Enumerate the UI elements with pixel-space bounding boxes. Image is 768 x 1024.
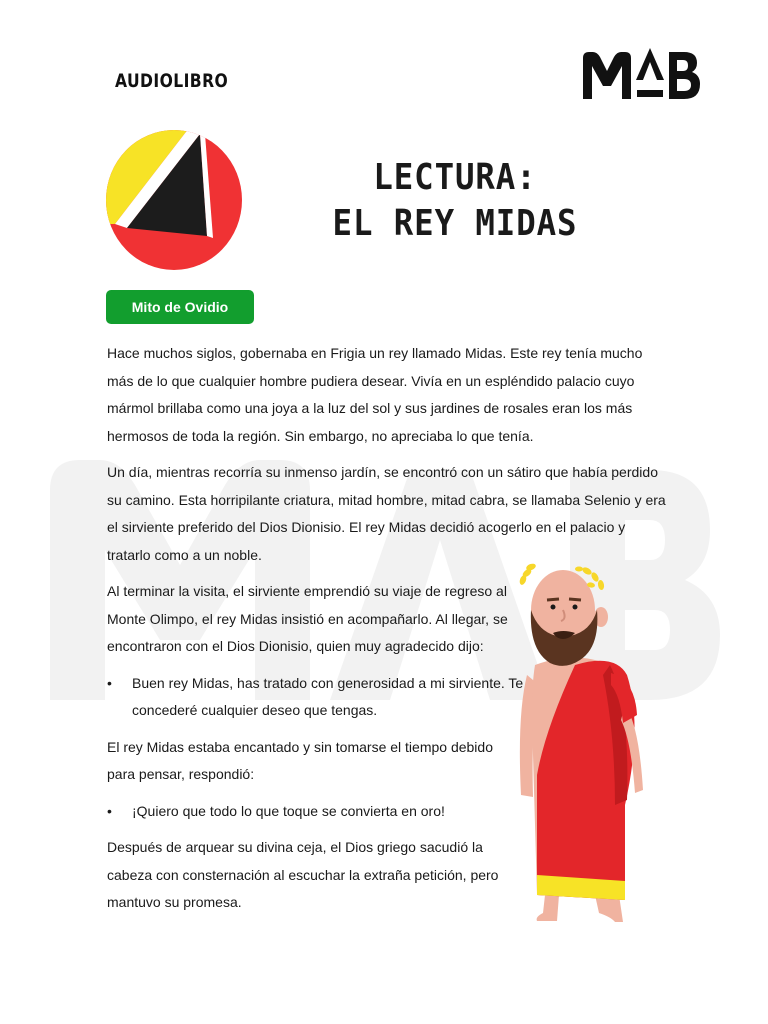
title-line-2: EL REY MIDAS	[332, 203, 578, 244]
paragraph-3: Al terminar la visita, el sirviente emprendió su viaje de regreso al Monte Olimpo, el rey Midas insistió en acompañarlo. Al llegar, se encontraron con el Dios Dionisio, quien muy agradecido dijo:	[107, 583, 508, 654]
paragraph-2: Un día, mientras recorría su inmenso jardín, se encontró con un sátiro que había perdido su camino. Esta horripilante criatura, mitad hombre, mitad cabra, se llamaba Selenio y era el sirviente preferido del Dios Dionisio. El rey Midas decidió acogerlo en el palacio y tratarlo como a un noble.	[107, 464, 666, 563]
dialogue-bullet-1	[107, 670, 544, 725]
king-midas-illustration	[515, 555, 655, 930]
page-title	[316, 155, 595, 247]
bullet-text: ¡Quiero que todo lo que toque se convierta en oro!	[132, 802, 445, 819]
dialogue-bullet-2	[107, 798, 544, 826]
bullet-text: Buen rey Midas, has tratado con generosidad a mi sirviente. Te concederé cualquier deseo que tengas.	[132, 674, 524, 718]
paragraph-4: El rey Midas estaba encantado y sin tomarse el tiempo debido para pensar, respondió:	[107, 738, 493, 782]
bullet-icon: •	[107, 674, 112, 691]
mab-logo[interactable]	[580, 44, 702, 104]
audiobook-label: AUDIOLIBRO	[115, 70, 229, 92]
paragraph-5: Después de arquear su divina ceja, el Dios griego sacudió la cabeza con consternación al escuchar la extraña petición, pero mantuvo su promesa.	[107, 839, 499, 910]
audiobook-disc-icon	[105, 128, 243, 272]
title-line-1: LECTURA:	[373, 157, 537, 198]
bullet-icon: •	[107, 802, 112, 819]
paragraph-1: Hace muchos siglos, gobernaba en Frigia un rey llamado Midas. Este rey tenía mucho más de lo que cualquier hombre pudiera desear. Vivía en un espléndido palacio cuyo mármol brillaba como una joya a la luz del sol y sus jardines de rosales eran los más hermosos de toda la región. Sin embargo, no apreciaba lo que tenía.	[107, 345, 643, 444]
source-tag: Mito de Ovidio	[106, 290, 254, 324]
